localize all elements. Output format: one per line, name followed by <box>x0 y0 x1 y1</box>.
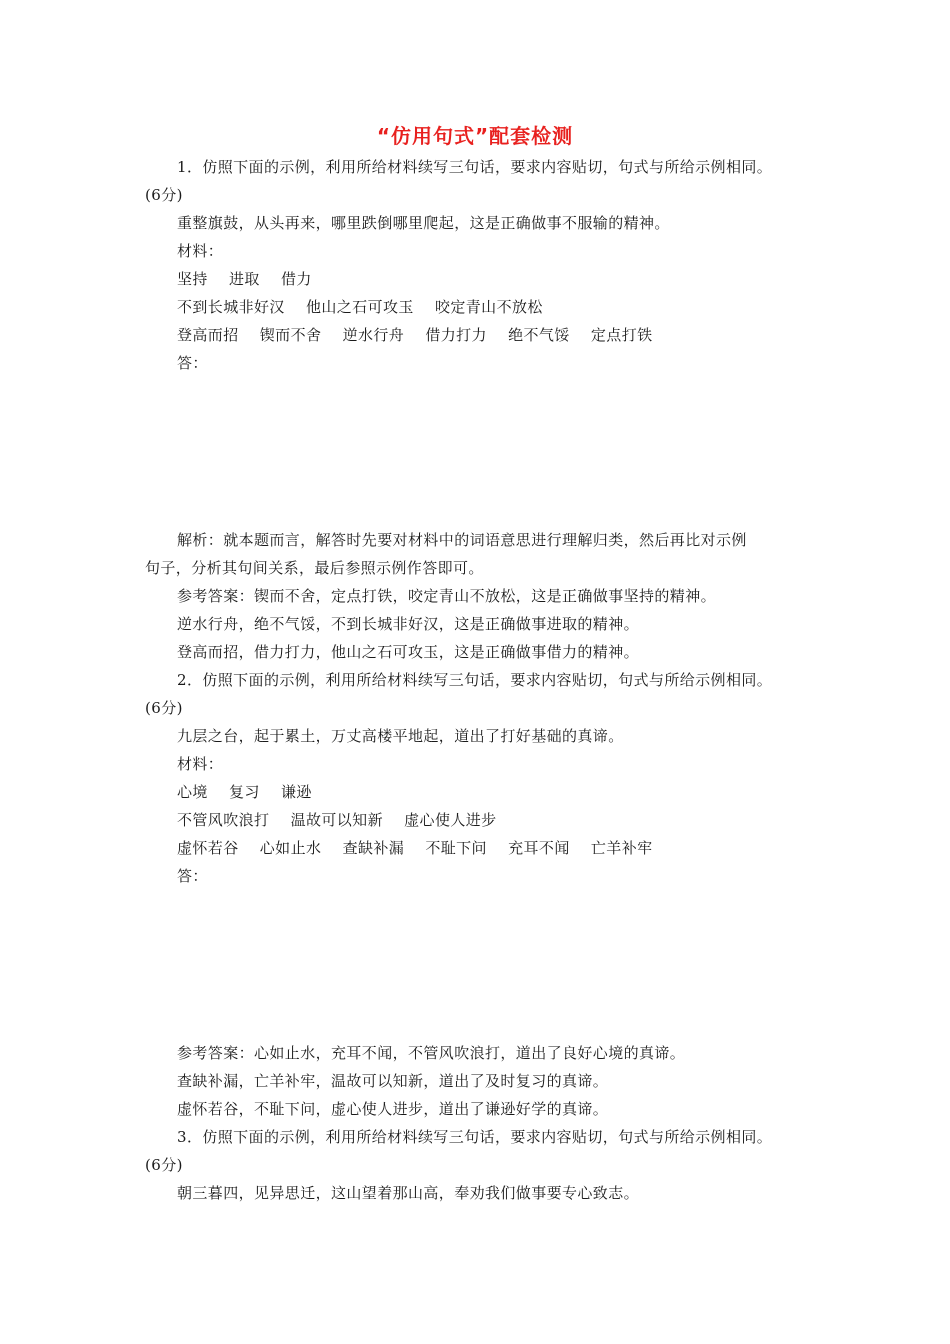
q2-material-row2 <box>177 810 497 830</box>
q2-stem: 2．仿照下面的示例，利用所给材料续写三句话，要求内容贴切，句式与所给示例相同。 <box>177 671 773 689</box>
material-phrase: 不管风吹浪打 <box>177 811 270 829</box>
q2-example: 九层之台，起于累土，万丈高楼平地起，道出了打好基础的真谛。 <box>177 727 624 745</box>
material-phrase: 虚心使人进步 <box>404 811 497 829</box>
q2-ref-answer3: 虚怀若谷，不耻下问，虚心使人进步，道出了谦逊好学的真谛。 <box>177 1100 609 1118</box>
q1-material-row2 <box>177 297 543 317</box>
material-phrase: 温故可以知新 <box>290 811 383 829</box>
q1-material-row3 <box>177 325 653 345</box>
material-word: 心境 <box>177 783 208 801</box>
q2-material-row3 <box>177 838 653 858</box>
q1-ref-answer2: 逆水行舟，绝不气馁，不到长城非好汉，这是正确做事进取的精神。 <box>177 615 640 633</box>
q2-score: (6分) <box>145 699 183 717</box>
material-idiom: 不耻下问 <box>425 839 487 857</box>
q1-answer-label: 答： <box>177 354 208 372</box>
q2-ref-answer2: 查缺补漏，亡羊补牢，温故可以知新，道出了及时复习的真谛。 <box>177 1072 609 1090</box>
q1-analysis-line2: 句子，分析其句间关系，最后参照示例作答即可。 <box>145 559 484 577</box>
q1-ref-answer1: 参考答案：锲而不舍，定点打铁，咬定青山不放松，这是正确做事坚持的精神。 <box>177 587 717 605</box>
material-idiom: 借力打力 <box>425 326 487 344</box>
material-idiom: 查缺补漏 <box>342 839 405 857</box>
material-idiom: 锲而不舍 <box>259 326 322 344</box>
q1-example: 重整旗鼓，从头再来，哪里跌倒哪里爬起，这是正确做事不服输的精神。 <box>177 214 670 232</box>
material-word: 复习 <box>228 783 260 801</box>
q1-material-row1 <box>177 269 312 289</box>
q1-material-label: 材料： <box>177 242 224 260</box>
material-phrase: 咬定青山不放松 <box>434 298 543 316</box>
q2-ref-answer1: 参考答案：心如止水，充耳不闻，不管风吹浪打，道出了良好心境的真谛。 <box>177 1044 686 1062</box>
material-idiom: 亡羊补牢 <box>590 839 653 857</box>
q2-material-label: 材料： <box>177 755 224 773</box>
material-word: 谦逊 <box>280 783 312 801</box>
q2-material-row1 <box>177 782 312 802</box>
material-word: 进取 <box>228 270 260 288</box>
material-idiom: 充耳不闻 <box>508 839 570 857</box>
q3-score: (6分) <box>145 1156 183 1174</box>
q3-stem: 3．仿照下面的示例，利用所给材料续写三句话，要求内容贴切，句式与所给示例相同。 <box>177 1128 773 1146</box>
material-idiom: 登高而招 <box>177 326 239 344</box>
material-idiom: 定点打铁 <box>590 326 653 344</box>
q1-stem: 1．仿照下面的示例，利用所给材料续写三句话，要求内容贴切，句式与所给示例相同。 <box>177 158 773 176</box>
material-word: 坚持 <box>177 270 208 288</box>
material-idiom: 逆水行舟 <box>342 326 405 344</box>
q2-answer-label: 答： <box>177 867 208 885</box>
material-word: 借力 <box>280 270 312 288</box>
material-idiom: 心如止水 <box>259 839 322 857</box>
q1-ref-answer3: 登高而招，借力打力，他山之石可攻玉，这是正确做事借力的精神。 <box>177 643 640 661</box>
material-phrase: 他山之石可攻玉 <box>305 298 414 316</box>
material-phrase: 不到长城非好汉 <box>177 298 285 316</box>
q3-example: 朝三暮四，见异思迁，这山望着那山高，奉劝我们做事要专心致志。 <box>177 1184 640 1202</box>
q1-score: (6分) <box>145 186 183 204</box>
material-idiom: 绝不气馁 <box>508 326 570 344</box>
material-idiom: 虚怀若谷 <box>177 839 239 857</box>
q1-analysis-line1: 解析：就本题而言，解答时先要对材料中的词语意思进行理解归类，然后再比对示例 <box>177 531 747 549</box>
document-title: “仿用句式”配套检测 <box>376 124 574 148</box>
